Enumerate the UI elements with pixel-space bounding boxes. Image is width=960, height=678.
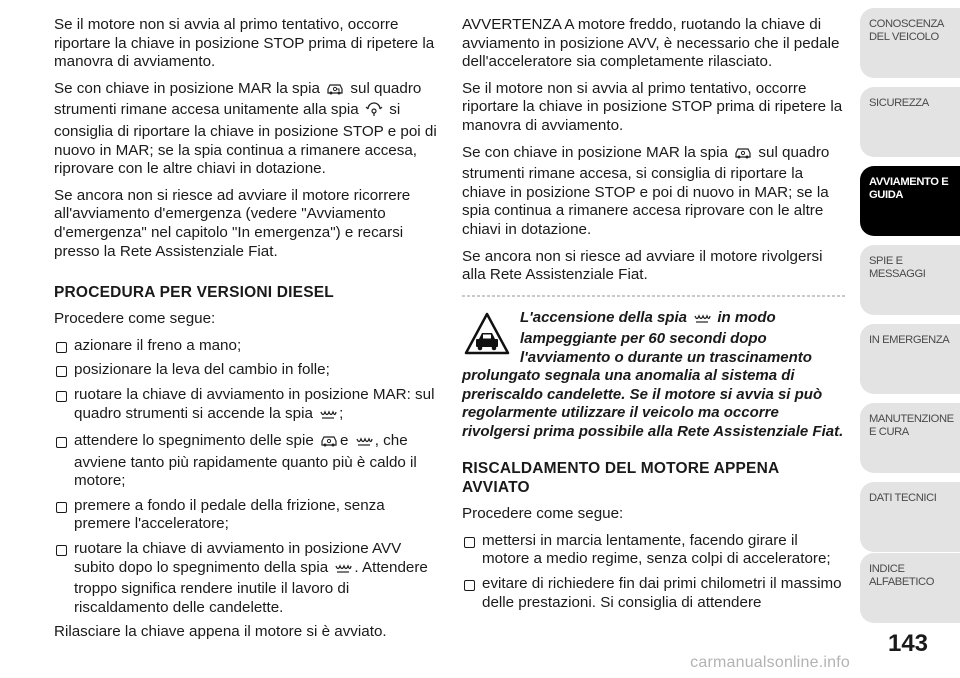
glow-plug-icon: [334, 562, 352, 581]
list-item-text: evitare di richiedere fin dai primi chilometri il massimo delle prestazioni. Si consiglia di attendere: [482, 575, 842, 611]
glow-plug-icon: [693, 312, 711, 331]
watermark: carmanualsonline.info: [690, 654, 850, 671]
list-item: [54, 432, 440, 491]
glow-plug-icon: [355, 435, 373, 454]
right-column: [462, 16, 846, 618]
list-item: [462, 532, 846, 569]
bullet-icon: [56, 502, 67, 513]
list-item: [54, 337, 440, 356]
intro-text: Procedere come segue:: [462, 505, 624, 523]
bullet-icon: [56, 391, 67, 402]
list-item: [54, 497, 440, 534]
tab-manutenzione-e-cura[interactable]: MANUTENZIONE E CURA: [860, 403, 960, 473]
list-item: [462, 575, 846, 612]
paragraph: AVVERTENZA A motore freddo, ruotando la chiave di avviamento in posizione AVV, è necessario che il pedale dell'acceleratore sia completamente rilasciato.: [462, 16, 840, 71]
car-key-icon: [326, 80, 344, 102]
list-item-text: premere a fondo il pedale della frizione, senza premere l'acceleratore;: [74, 496, 385, 533]
car-key-icon: [320, 432, 338, 454]
list-item-text: posizionare la leva del cambio in folle;: [74, 361, 330, 379]
list-item: [54, 386, 440, 426]
steps-list: [462, 532, 846, 612]
glow-plug-icon: [319, 408, 337, 427]
paragraph: [462, 144, 846, 240]
bullet-icon: [56, 545, 67, 556]
text-span: Se con chiave in posizione MAR la spia: [54, 79, 320, 97]
text-span: e: [340, 432, 349, 450]
bullet-icon: [56, 366, 67, 377]
text-span: sul quadro strumenti rimane accesa unitamente alla spia: [54, 79, 422, 119]
list-item-text: mettersi in marcia lentamente, facendo girare il motore a medio regime, senza colpi di acceleratore;: [482, 531, 831, 568]
list-item-text: ruotare la chiave di avviamento in posizione AVV subito dopo lo spegnimento della spia: [74, 540, 402, 576]
text-span: si consiglia di riportare la chiave in posizione STOP e poi di nuovo in MAR; se la spia continua a rimanere accesa, riprovare con le altre chiavi in dotazione.: [54, 101, 437, 178]
tab-avviamento-e-guida[interactable]: AVVIAMENTO E GUIDA: [860, 166, 960, 236]
bullet-icon: [464, 537, 475, 548]
text-span: ;: [339, 404, 344, 422]
car-key-icon: [734, 144, 752, 166]
text-span: L'accensione della spia: [520, 308, 687, 326]
text-span: Se con chiave in posizione MAR la spia: [462, 143, 728, 161]
list-item: [54, 540, 440, 617]
paragraph: Rilasciare la chiave appena il motore si è avviato.: [54, 623, 387, 641]
bullet-icon: [56, 342, 67, 353]
list-item-text: azionare il freno a mano;: [74, 336, 242, 354]
steps-list: [54, 337, 440, 618]
paragraph: Se ancora non si riesce ad avviare il motore ricorrere all'avviamento d'emergenza (vedere "Avviamento d'emergenza" nel capitolo "In emergenza") e recarsi presso la Rete Assistenziale Fiat.: [54, 186, 411, 260]
tab-in-emergenza[interactable]: IN EMERGENZA: [860, 324, 960, 394]
paragraph: Se ancora non si riesce ad avviare il motore rivolgersi alla Rete Assistenziale Fiat.: [462, 247, 823, 284]
tab-dati-tecnici[interactable]: DATI TECNICI: [860, 482, 960, 552]
bullet-icon: [56, 437, 67, 448]
tab-indice-alfabetico[interactable]: INDICE ALFABETICO: [860, 553, 960, 623]
immobilizer-icon: [365, 101, 383, 123]
bullet-icon: [464, 580, 475, 591]
tab-spie-e-messaggi[interactable]: SPIE E MESSAGGI: [860, 245, 960, 315]
text-span: in modo lampeggiante per 60 secondi dopo l'avviamento o durante un trascinamento prolungato segnala una anomalia al sistema di preriscaldo candelette. Se il motore si avvia si può regolarmente utilizzare il veicolo ma occorre rivolgersi prima possibile alla Rete Assistenziale Fiat.: [462, 308, 844, 440]
text-span: , che avviene tanto più rapidamente quanto più è caldo il motore;: [74, 432, 417, 490]
list-item-text: ruotare la chiave di avviamento in posizione MAR: sul quadro strumenti si accende la spia: [74, 385, 435, 422]
page-number: 143: [887, 630, 929, 657]
left-column: [54, 16, 440, 650]
warning-text: [462, 309, 846, 442]
list-item: [54, 361, 440, 380]
tab-conoscenza-del-veicolo[interactable]: CONOSCENZA DEL VEICOLO: [860, 8, 960, 78]
warning-triangle-car-icon: [464, 311, 510, 357]
paragraph: Se il motore non si avvia al primo tentativo, occorre riportare la chiave in posizione STOP prima di ripetere la manovra di avviamento.: [54, 16, 435, 71]
divider: [462, 295, 846, 297]
text-span: . Attendere troppo significa rendere inutile il lavoro di riscaldamento delle candelette.: [74, 558, 428, 616]
section-heading: PROCEDURA PER VERSIONI DIESEL: [54, 284, 334, 302]
paragraph: Se il motore non si avvia al primo tentativo, occorre riportare la chiave in posizione STOP prima di ripetere la manovra di avviamento.: [462, 79, 843, 134]
intro-text: Procedere come segue:: [54, 310, 216, 328]
warning-box: [462, 309, 846, 442]
tab-sicurezza[interactable]: SICUREZZA: [860, 87, 960, 157]
paragraph: [54, 80, 440, 179]
text-span: sul quadro strumenti rimane accesa, si consiglia di riportare la chiave in posizione STOP e poi di nuovo in MAR; se la spia continua a rimanere accesa riprovare con le altre chiavi in dotazione.: [462, 143, 830, 238]
section-heading: RISCALDAMENTO DEL MOTORE APPENA AVVIATO: [462, 460, 779, 497]
list-item-text: attendere lo spegnimento delle spie: [74, 432, 314, 450]
chapter-sidebar: [860, 0, 960, 678]
